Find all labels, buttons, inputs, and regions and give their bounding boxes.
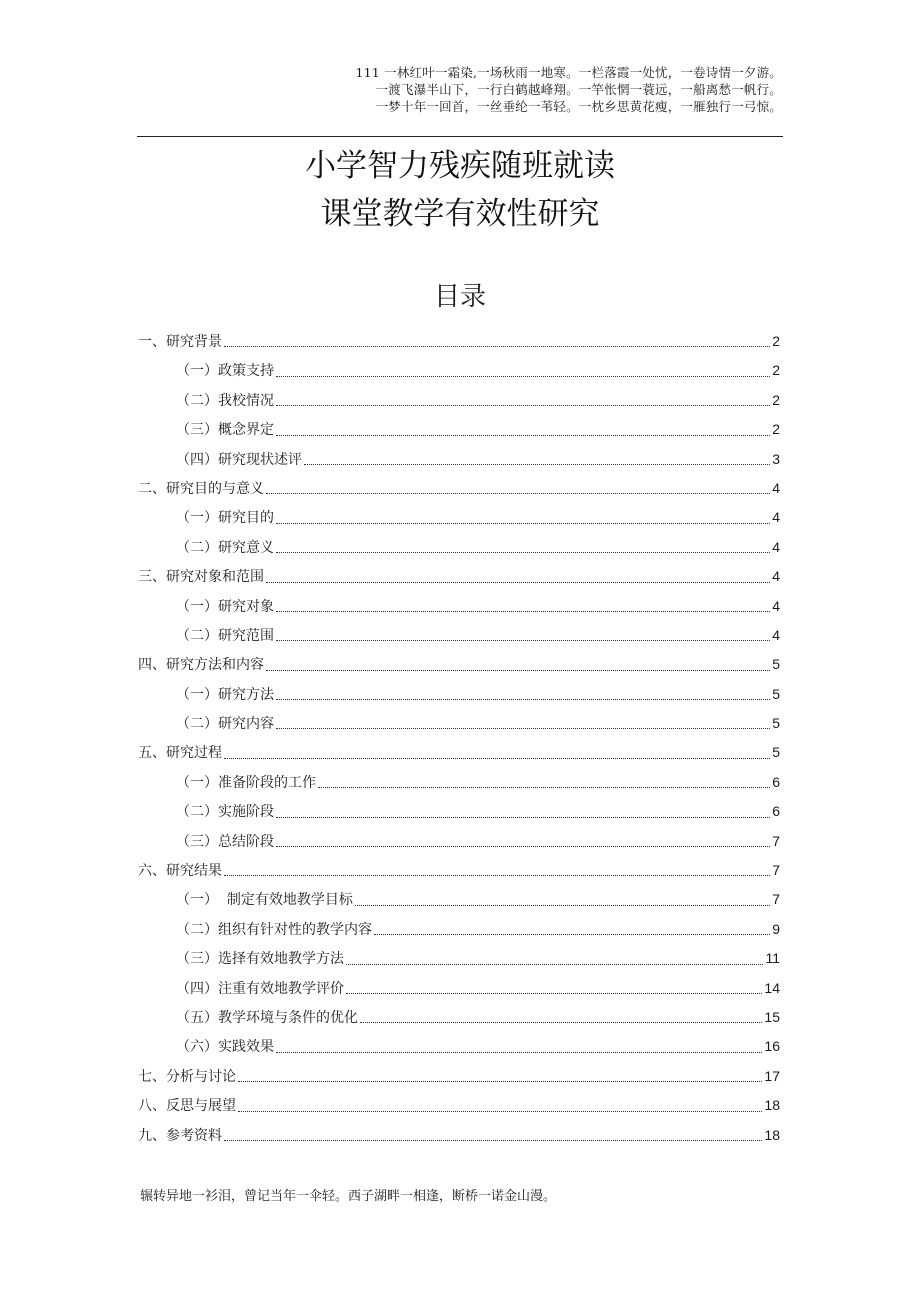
toc-entry[interactable] [138,650,780,679]
toc-entry-title: 四、研究方法和内容 [138,657,264,674]
toc-dot-leader [346,992,762,994]
toc-entry-page: 17 [764,1067,780,1084]
toc-entry-title: （五）教学环境与条件的优化 [176,1009,358,1026]
toc-entry-page: 7 [772,891,780,908]
toc-dot-leader [266,492,770,494]
toc-entry-title: （二）组织有针对性的教学内容 [176,921,372,938]
toc-entry-page: 9 [772,920,780,937]
document-title-line2: 课堂教学有效性研究 [320,196,600,232]
toc-entry[interactable] [138,415,780,444]
toc-entry-page: 5 [772,656,780,673]
toc-entry-title: （三）选择有效地教学方法 [176,951,344,968]
toc-entry-page: 18 [764,1097,780,1114]
toc-entry-page: 15 [764,1008,780,1025]
toc-entry[interactable] [138,386,780,415]
toc-dot-leader [224,874,770,876]
toc-dot-leader [266,669,770,671]
toc-entry[interactable] [138,1032,780,1061]
page-footer: 辗转异地一衫泪，曾记当年一伞轻。西子湖畔一相逢，断桥一诺金山漫。 [140,1189,557,1204]
toc-dot-leader [238,1110,762,1112]
document-title-line1: 小学智力残疾随班就读 [305,148,615,184]
toc-entry[interactable] [138,356,780,385]
toc-entry-page: 5 [772,744,780,761]
toc-entry-title: （一）研究对象 [176,598,274,615]
toc-entry-page: 2 [772,391,780,408]
toc-dot-leader [276,522,770,524]
toc-entry[interactable] [138,1062,780,1091]
toc-entry-title: （一） 制定有效地教学目标 [176,892,353,909]
toc-dot-leader [276,1051,762,1053]
header-line: 111 一林红叶一霜染,一场秋雨一地寒。一栏落霞一处忧，一卷诗情一夕游。 [355,65,782,80]
toc-dot-leader [224,757,770,759]
toc-entry-page: 5 [772,715,780,732]
toc-entry[interactable] [138,915,780,944]
toc-dot-leader [276,816,770,818]
toc-entry[interactable] [138,974,780,1003]
toc-entry[interactable] [138,827,780,856]
toc-dot-leader [360,1021,762,1023]
page-header-poem [122,64,782,115]
toc-dot-leader [276,434,770,436]
toc-entry-page: 14 [764,979,780,996]
toc-entry[interactable] [138,709,780,738]
toc-entry-page: 2 [772,333,780,349]
toc-dot-leader [355,904,770,906]
toc-entry-title: （二）研究内容 [176,716,274,733]
toc-entry[interactable] [138,474,780,503]
toc-entry-title: （一）政策支持 [176,363,274,380]
toc-dot-leader [224,1139,762,1141]
toc-entry-title: （三）总结阶段 [176,833,274,850]
header-line: 一渡飞瀑半山下，一行白鹤越峰翔。一竿怅惘一蓑远，一船离愁一帆行。 [375,82,782,97]
toc-entry[interactable] [138,327,780,356]
toc-entry-title: （一）研究目的 [176,510,274,527]
toc-dot-leader [276,727,770,729]
toc-entry-title: 七、分析与讨论 [138,1068,236,1085]
toc-dot-leader [276,698,770,700]
toc-entry-page: 4 [772,479,780,496]
toc-dot-leader [374,933,770,935]
toc-entry[interactable] [138,1121,780,1150]
toc-entry-title: 二、研究目的与意义 [138,480,264,497]
toc-heading: 目录 [433,282,486,312]
toc-entry-page: 6 [772,803,780,820]
toc-entry-page: 6 [772,773,780,790]
toc-entry-title: （二）我校情况 [176,392,274,409]
toc-entry-page: 3 [772,450,780,467]
toc-entry-title: （三）概念界定 [176,422,274,439]
toc-entry-title: 三、研究对象和范围 [138,569,264,586]
toc-entry[interactable] [138,797,780,826]
toc-entry-title: （一）研究方法 [176,686,274,703]
toc-entry-title: （一）准备阶段的工作 [176,774,316,791]
toc-entry-page: 4 [772,509,780,526]
toc-entry-page: 5 [772,685,780,702]
toc-entry[interactable] [138,1003,780,1032]
toc-dot-leader [304,463,770,465]
toc-entry[interactable] [138,503,780,532]
toc-entry-title: 一、研究背景 [138,334,222,350]
toc-entry[interactable] [138,856,780,885]
toc-entry-page: 18 [764,1126,780,1143]
toc-dot-leader [276,639,770,641]
toc-dot-leader [276,610,770,612]
toc-entry[interactable] [138,768,780,797]
toc-entry[interactable] [138,533,780,562]
toc-dot-leader [276,551,770,553]
toc-entry[interactable] [138,680,780,709]
toc-entry-page: 4 [772,538,780,555]
toc-dot-leader [276,375,770,377]
toc-dot-leader [276,404,770,406]
toc-dot-leader [346,963,763,965]
toc-entry-page: 4 [772,568,780,585]
toc-entry-page: 16 [764,1038,780,1055]
toc-entry[interactable] [138,562,780,591]
toc-entry-title: 五、研究过程 [138,745,222,762]
toc-dot-leader [238,1080,762,1082]
header-rule [137,136,783,137]
toc-entry-title: 八、反思与展望 [138,1098,236,1115]
toc-entry-page: 4 [772,597,780,614]
toc-entry-page: 11 [765,950,780,967]
toc-entry[interactable] [138,738,780,767]
toc-dot-leader [276,845,770,847]
toc-entry-page: 4 [772,626,780,643]
table-of-contents [138,327,780,1150]
toc-entry[interactable] [138,1091,780,1120]
toc-entry[interactable] [138,944,780,973]
toc-entry-title: （四）研究现状述评 [176,451,302,468]
toc-entry-title: （二）实施阶段 [176,804,274,821]
toc-entry-page: 2 [772,421,780,438]
toc-dot-leader [318,786,770,788]
toc-entry-title: （二）研究范围 [176,627,274,644]
toc-entry[interactable] [138,592,780,621]
toc-entry[interactable] [138,885,780,914]
toc-entry-title: 九、参考资料 [138,1127,222,1144]
toc-entry-title: （四）注重有效地教学评价 [176,980,344,997]
toc-entry-page: 7 [772,832,780,849]
toc-entry[interactable] [138,621,780,650]
toc-entry-title: （六）实践效果 [176,1039,274,1056]
toc-entry[interactable] [138,445,780,474]
header-line: 一梦十年一回首，一丝垂纶一苇轻。一枕乡思黄花瘦，一雁独行一弓惊。 [375,99,782,114]
toc-dot-leader [266,581,770,583]
toc-entry-title: （二）研究意义 [176,539,274,556]
toc-dot-leader [224,345,770,347]
toc-entry-page: 7 [772,862,780,879]
toc-entry-page: 2 [772,362,780,379]
toc-entry-title: 六、研究结果 [138,863,222,880]
